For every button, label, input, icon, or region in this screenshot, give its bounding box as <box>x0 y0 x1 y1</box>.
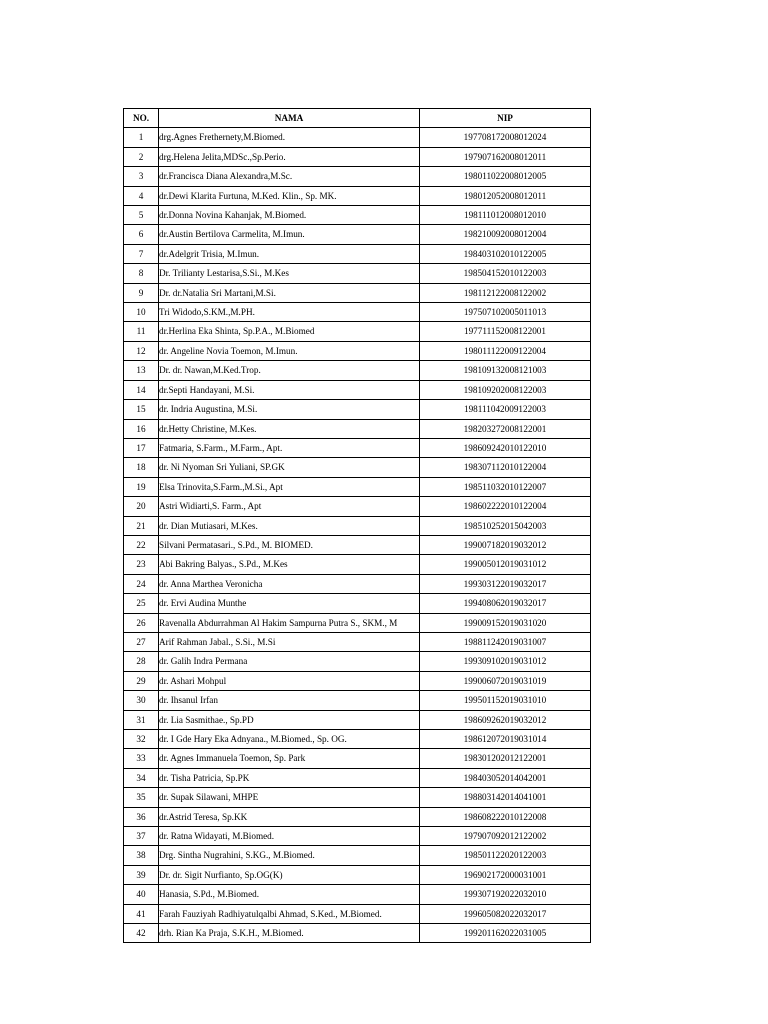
nip-cell: 199006072019031019 <box>420 671 591 690</box>
nip-cell: 197507102005011013 <box>420 303 591 322</box>
nama-cell: dr. Supak Silawani, MHPE <box>159 788 420 807</box>
table-row <box>124 400 591 419</box>
nama-cell: dr.Septi Handayani, M.Si. <box>159 380 420 399</box>
nama-cell: Drg. Sintha Nugrahini, S.KG., M.Biomed. <box>159 846 420 865</box>
no-cell: 9 <box>124 283 159 302</box>
nip-cell: 198602222010122004 <box>420 497 591 516</box>
table-row <box>124 749 591 768</box>
no-cell: 8 <box>124 264 159 283</box>
table-row <box>124 807 591 826</box>
nama-cell: dr.Dewi Klarita Furtuna, M.Ked. Klin., Sp. MK. <box>159 186 420 205</box>
no-cell: 15 <box>124 400 159 419</box>
nip-cell: 199307192022032010 <box>420 885 591 904</box>
nama-cell: Ravenalla Abdurrahman Al Hakim Sampurna Putra S., SKM., M <box>159 613 420 632</box>
table-row <box>124 652 591 671</box>
nama-cell: dr. I Gde Hary Eka Adnyana., M.Biomed., Sp. OG. <box>159 730 420 749</box>
table-header <box>124 109 591 128</box>
no-cell: 40 <box>124 885 159 904</box>
no-cell: 6 <box>124 225 159 244</box>
nama-cell: Dr. dr.Natalia Sri Martani,M.Si. <box>159 283 420 302</box>
table-row <box>124 613 591 632</box>
nip-cell: 198501122020122003 <box>420 846 591 865</box>
no-cell: 37 <box>124 827 159 846</box>
nip-cell: 198504152010122003 <box>420 264 591 283</box>
table-row <box>124 264 591 283</box>
no-cell: 27 <box>124 632 159 651</box>
no-cell: 33 <box>124 749 159 768</box>
table-row <box>124 904 591 923</box>
nama-cell: drg.Agnes Frethernety,M.Biomed. <box>159 128 420 147</box>
header-row <box>124 109 591 128</box>
nip-cell: 198011122009122004 <box>420 341 591 360</box>
table-row <box>124 924 591 943</box>
no-cell: 32 <box>124 730 159 749</box>
nama-cell: Farah Fauziyah Radhiyatulqalbi Ahmad, S.Ked., M.Biomed. <box>159 904 420 923</box>
table-row <box>124 710 591 729</box>
table-row <box>124 574 591 593</box>
nama-cell: drh. Rian Ka Praja, S.K.H., M.Biomed. <box>159 924 420 943</box>
no-cell: 31 <box>124 710 159 729</box>
nip-cell: 199009152019031020 <box>420 613 591 632</box>
nama-cell: dr. Indria Augustina, M.Si. <box>159 400 420 419</box>
nip-cell: 198307112010122004 <box>420 458 591 477</box>
table-row <box>124 128 591 147</box>
nama-cell: dr.Astrid Teresa, Sp.KK <box>159 807 420 826</box>
no-cell: 23 <box>124 555 159 574</box>
nip-cell: 198612072019031014 <box>420 730 591 749</box>
no-cell: 22 <box>124 535 159 554</box>
nip-cell: 198510252015042003 <box>420 516 591 535</box>
no-cell: 5 <box>124 206 159 225</box>
nama-cell: dr.Herlina Eka Shinta, Sp.P.A., M.Biomed <box>159 322 420 341</box>
nama-cell: dr. Angeline Novia Toemon, M.Imun. <box>159 341 420 360</box>
nama-cell: dr. Ashari Mohpul <box>159 671 420 690</box>
nip-cell: 198609262019032012 <box>420 710 591 729</box>
nama-cell: Dr. dr. Sigit Nurfianto, Sp.OG(K) <box>159 865 420 884</box>
table-row <box>124 594 591 613</box>
nama-cell: dr. Tisha Patricia, Sp.PK <box>159 768 420 787</box>
nip-cell: 197711152008122001 <box>420 322 591 341</box>
no-cell: 13 <box>124 361 159 380</box>
nama-cell: dr.Francisca Diana Alexandra,M.Sc. <box>159 167 420 186</box>
nip-cell: 199303122019032017 <box>420 574 591 593</box>
no-cell: 12 <box>124 341 159 360</box>
no-cell: 20 <box>124 497 159 516</box>
nip-cell: 197907162008012011 <box>420 147 591 166</box>
table-row <box>124 730 591 749</box>
no-cell: 42 <box>124 924 159 943</box>
no-cell: 35 <box>124 788 159 807</box>
table-row <box>124 206 591 225</box>
no-cell: 3 <box>124 167 159 186</box>
nama-cell: Arif Rahman Jabal., S.Si., M.Si <box>159 632 420 651</box>
nama-cell: dr. Anna Marthea Veronicha <box>159 574 420 593</box>
no-cell: 14 <box>124 380 159 399</box>
no-cell: 25 <box>124 594 159 613</box>
table-row <box>124 827 591 846</box>
nip-cell: 198403102010122005 <box>420 244 591 263</box>
nip-cell: 198203272008122001 <box>420 419 591 438</box>
nip-cell: 198301202012122001 <box>420 749 591 768</box>
nama-cell: dr.Austin Bertilova Carmelita, M.Imun. <box>159 225 420 244</box>
nip-cell: 198112122008122002 <box>420 283 591 302</box>
nip-cell: 198109132008121003 <box>420 361 591 380</box>
nama-cell: Tri Widodo,S.KM.,M.PH. <box>159 303 420 322</box>
table-row <box>124 788 591 807</box>
no-cell: 4 <box>124 186 159 205</box>
table-row <box>124 458 591 477</box>
table-row <box>124 535 591 554</box>
no-cell: 7 <box>124 244 159 263</box>
no-cell: 16 <box>124 419 159 438</box>
table-row <box>124 186 591 205</box>
nip-cell: 198803142014041001 <box>420 788 591 807</box>
nama-cell: Abi Bakring Balyas., S.Pd., M.Kes <box>159 555 420 574</box>
table-row <box>124 361 591 380</box>
nama-cell: dr. Ihsanul Irfan <box>159 691 420 710</box>
nip-cell: 196902172000031001 <box>420 865 591 884</box>
table-row <box>124 147 591 166</box>
no-cell: 29 <box>124 671 159 690</box>
no-cell: 11 <box>124 322 159 341</box>
table-row <box>124 244 591 263</box>
no-cell: 18 <box>124 458 159 477</box>
no-cell: 28 <box>124 652 159 671</box>
nip-cell: 198011022008012005 <box>420 167 591 186</box>
nip-cell: 199201162022031005 <box>420 924 591 943</box>
table-row <box>124 768 591 787</box>
table-row <box>124 225 591 244</box>
header-nama: NAMA <box>159 109 420 128</box>
table-row <box>124 691 591 710</box>
table-row <box>124 516 591 535</box>
nama-cell: Hanasia, S.Pd., M.Biomed. <box>159 885 420 904</box>
no-cell: 17 <box>124 438 159 457</box>
nama-cell: dr. Dian Mutiasari, M.Kes. <box>159 516 420 535</box>
nama-cell: dr. Ratna Widayati, M.Biomed. <box>159 827 420 846</box>
no-cell: 24 <box>124 574 159 593</box>
no-cell: 34 <box>124 768 159 787</box>
nip-cell: 198111012008012010 <box>420 206 591 225</box>
nip-cell: 198012052008012011 <box>420 186 591 205</box>
nama-cell: dr. Ni Nyoman Sri Yuliani, SP.GK <box>159 458 420 477</box>
nip-cell: 197907092012122002 <box>420 827 591 846</box>
nip-cell: 198608222010122008 <box>420 807 591 826</box>
header-nip: NIP <box>420 109 591 128</box>
no-cell: 10 <box>124 303 159 322</box>
table-row <box>124 477 591 496</box>
nama-cell: dr.Hetty Christine, M.Kes. <box>159 419 420 438</box>
no-cell: 1 <box>124 128 159 147</box>
nama-cell: Elsa Trinovita,S.Farm.,M.Si., Apt <box>159 477 420 496</box>
nama-cell: Dr. Trilianty Lestarisa,S.Si., M.Kes <box>159 264 420 283</box>
no-cell: 19 <box>124 477 159 496</box>
table-body <box>124 128 591 943</box>
nip-cell: 198811242019031007 <box>420 632 591 651</box>
no-cell: 26 <box>124 613 159 632</box>
nama-cell: dr.Adelgrit Trisia, M.Imun. <box>159 244 420 263</box>
nip-cell: 198109202008122003 <box>420 380 591 399</box>
no-cell: 30 <box>124 691 159 710</box>
table-row <box>124 632 591 651</box>
nama-cell: dr. Agnes Immanuela Toemon, Sp. Park <box>159 749 420 768</box>
table-row <box>124 885 591 904</box>
nip-cell: 198403052014042001 <box>420 768 591 787</box>
nip-cell: 198511032010122007 <box>420 477 591 496</box>
table-row <box>124 419 591 438</box>
nama-cell: Silvani Permatasari., S.Pd., M. BIOMED. <box>159 535 420 554</box>
table-row <box>124 380 591 399</box>
no-cell: 36 <box>124 807 159 826</box>
no-cell: 21 <box>124 516 159 535</box>
nama-cell: dr.Donna Novina Kahanjak, M.Biomed. <box>159 206 420 225</box>
nip-cell: 198111042009122003 <box>420 400 591 419</box>
nama-cell: drg.Helena Jelita,MDSc.,Sp.Perio. <box>159 147 420 166</box>
table-row <box>124 671 591 690</box>
nama-cell: dr. Ervi Audina Munthe <box>159 594 420 613</box>
nama-cell: Dr. dr. Nawan,M.Ked.Trop. <box>159 361 420 380</box>
table-row <box>124 865 591 884</box>
no-cell: 2 <box>124 147 159 166</box>
table-row <box>124 322 591 341</box>
table-row <box>124 846 591 865</box>
nip-cell: 199005012019031012 <box>420 555 591 574</box>
nip-cell: 199007182019032012 <box>420 535 591 554</box>
nip-cell: 199309102019031012 <box>420 652 591 671</box>
table-row <box>124 303 591 322</box>
no-cell: 38 <box>124 846 159 865</box>
nama-cell: dr. Galih Indra Permana <box>159 652 420 671</box>
table-row <box>124 497 591 516</box>
nip-cell: 199605082022032017 <box>420 904 591 923</box>
nip-cell: 198210092008012004 <box>420 225 591 244</box>
staff-table <box>123 108 591 943</box>
table-row <box>124 283 591 302</box>
table-row <box>124 167 591 186</box>
nip-cell: 198609242010122010 <box>420 438 591 457</box>
nama-cell: Astri Widiarti,S. Farm., Apt <box>159 497 420 516</box>
nip-cell: 199501152019031010 <box>420 691 591 710</box>
nip-cell: 199408062019032017 <box>420 594 591 613</box>
table-row <box>124 555 591 574</box>
no-cell: 41 <box>124 904 159 923</box>
no-cell: 39 <box>124 865 159 884</box>
table-row <box>124 341 591 360</box>
header-no: NO. <box>124 109 159 128</box>
nama-cell: Fatmaria, S.Farm., M.Farm., Apt. <box>159 438 420 457</box>
nip-cell: 197708172008012024 <box>420 128 591 147</box>
table-row <box>124 438 591 457</box>
nama-cell: dr. Lia Sasmithae., Sp.PD <box>159 710 420 729</box>
